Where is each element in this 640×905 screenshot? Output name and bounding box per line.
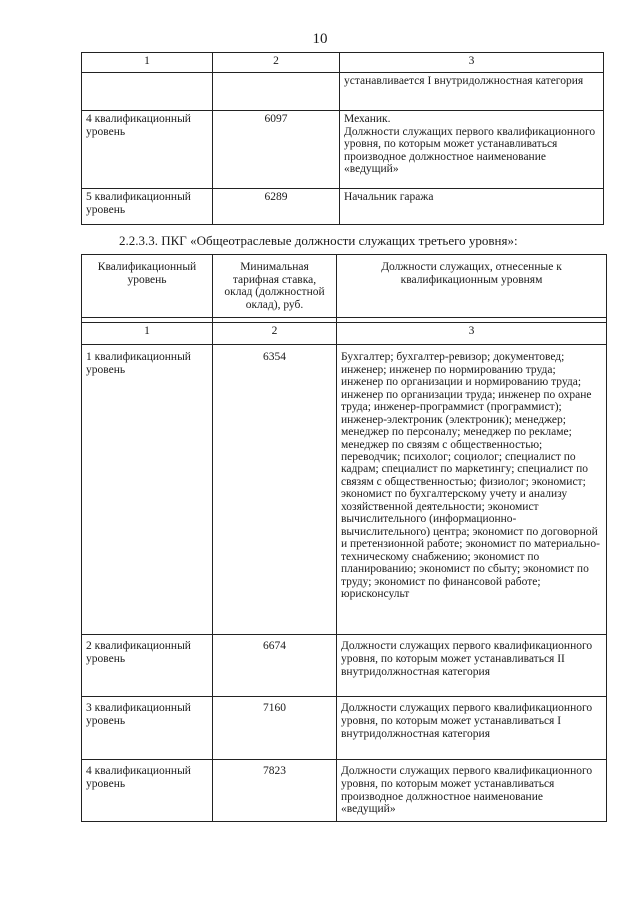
table-row xyxy=(82,111,604,189)
level-cell: 5 квалификационный уровень xyxy=(82,189,213,225)
rate-cell: 7160 xyxy=(213,697,337,760)
column-header-level: Квалификационный уровень xyxy=(82,255,213,318)
column-header-positions: Должности служащих, отнесенные к квалификационным уровням xyxy=(337,255,607,318)
positions-cell: Должности служащих первого квалификационного уровня, по которым может устанавливаться II внутридолжностная категория xyxy=(337,635,607,697)
positions-cell: Механик. Должности служащих первого квалификационного уровня, по которым может устанавливаться производное должностное наименование «ведущий» xyxy=(340,111,604,189)
table-row xyxy=(82,189,604,225)
column-header-rate: Минимальная тарифная ставка, оклад (должностной оклад), руб. xyxy=(213,255,337,318)
column-number-1: 1 xyxy=(82,53,213,73)
level-cell: 1 квалификационный уровень xyxy=(82,345,213,635)
table-row xyxy=(82,345,607,635)
table-row xyxy=(82,73,604,111)
table-row xyxy=(82,697,607,760)
rate-cell: 6097 xyxy=(213,111,340,189)
positions-cell: Бухгалтер; бухгалтер-ревизор; документовед; инженер; инженер по нормированию труда; инженер по организации и нормированию труда; инженер по организации труда; инженер по охране труда; инженер-программист (программист); инженер-электроник (электроник); менеджер; менеджер по персоналу; менеджер по рекламе; менеджер по связям с общественностью; переводчик; психолог; социолог; специалист по кадрам; специалист по маркетингу; специалист по связям с общественностью; физиолог; экономист; экономист по бухгалтерскому учету и анализу хозяйственной деятельности; экономист вычислительного (информационно-вычислительного) центра; экономист по договорной и претензионной работе; экономист по материально-техническому снабжению; экономист по планированию; экономист по сбыту; экономист по труду; экономист по финансовой работе; юрисконсульт xyxy=(337,345,607,635)
positions-cell: Начальник гаража xyxy=(340,189,604,225)
page-number: 10 xyxy=(312,31,328,47)
rate-cell: 7823 xyxy=(213,760,337,822)
column-number-2: 2 xyxy=(213,323,337,345)
rate-cell: 6289 xyxy=(213,189,340,225)
level-cell: 4 квалификационный уровень xyxy=(82,111,213,189)
table-header-numbers xyxy=(82,53,604,73)
rate-cell: 6674 xyxy=(213,635,337,697)
positions-cell: устанавливается I внутридолжностная категория xyxy=(340,73,604,111)
rate-cell xyxy=(213,73,340,111)
column-number-3: 3 xyxy=(340,53,604,73)
positions-cell: Должности служащих первого квалификационного уровня, по которым может устанавливаться производное должностное наименование «ведущий» xyxy=(337,760,607,822)
level-cell: 3 квалификационный уровень xyxy=(82,697,213,760)
positions-cell: Должности служащих первого квалификационного уровня, по которым может устанавливаться I внутридолжностная категория xyxy=(337,697,607,760)
section-heading: 2.2.3.3. ПКГ «Общеотраслевые должности служащих третьего уровня»: xyxy=(119,233,518,248)
column-number-3: 3 xyxy=(337,323,607,345)
level-cell: 2 квалификационный уровень xyxy=(82,635,213,697)
table-row xyxy=(82,760,607,822)
table-third-level-positions xyxy=(81,254,607,822)
column-number-1: 1 xyxy=(82,323,213,345)
level-cell: 4 квалификационный уровень xyxy=(82,760,213,822)
rate-cell: 6354 xyxy=(213,345,337,635)
table-row xyxy=(82,635,607,697)
table-header xyxy=(82,255,607,318)
table-continued xyxy=(81,52,604,225)
level-cell xyxy=(82,73,213,111)
table-header-numbers xyxy=(82,323,607,345)
column-number-2: 2 xyxy=(213,53,340,73)
